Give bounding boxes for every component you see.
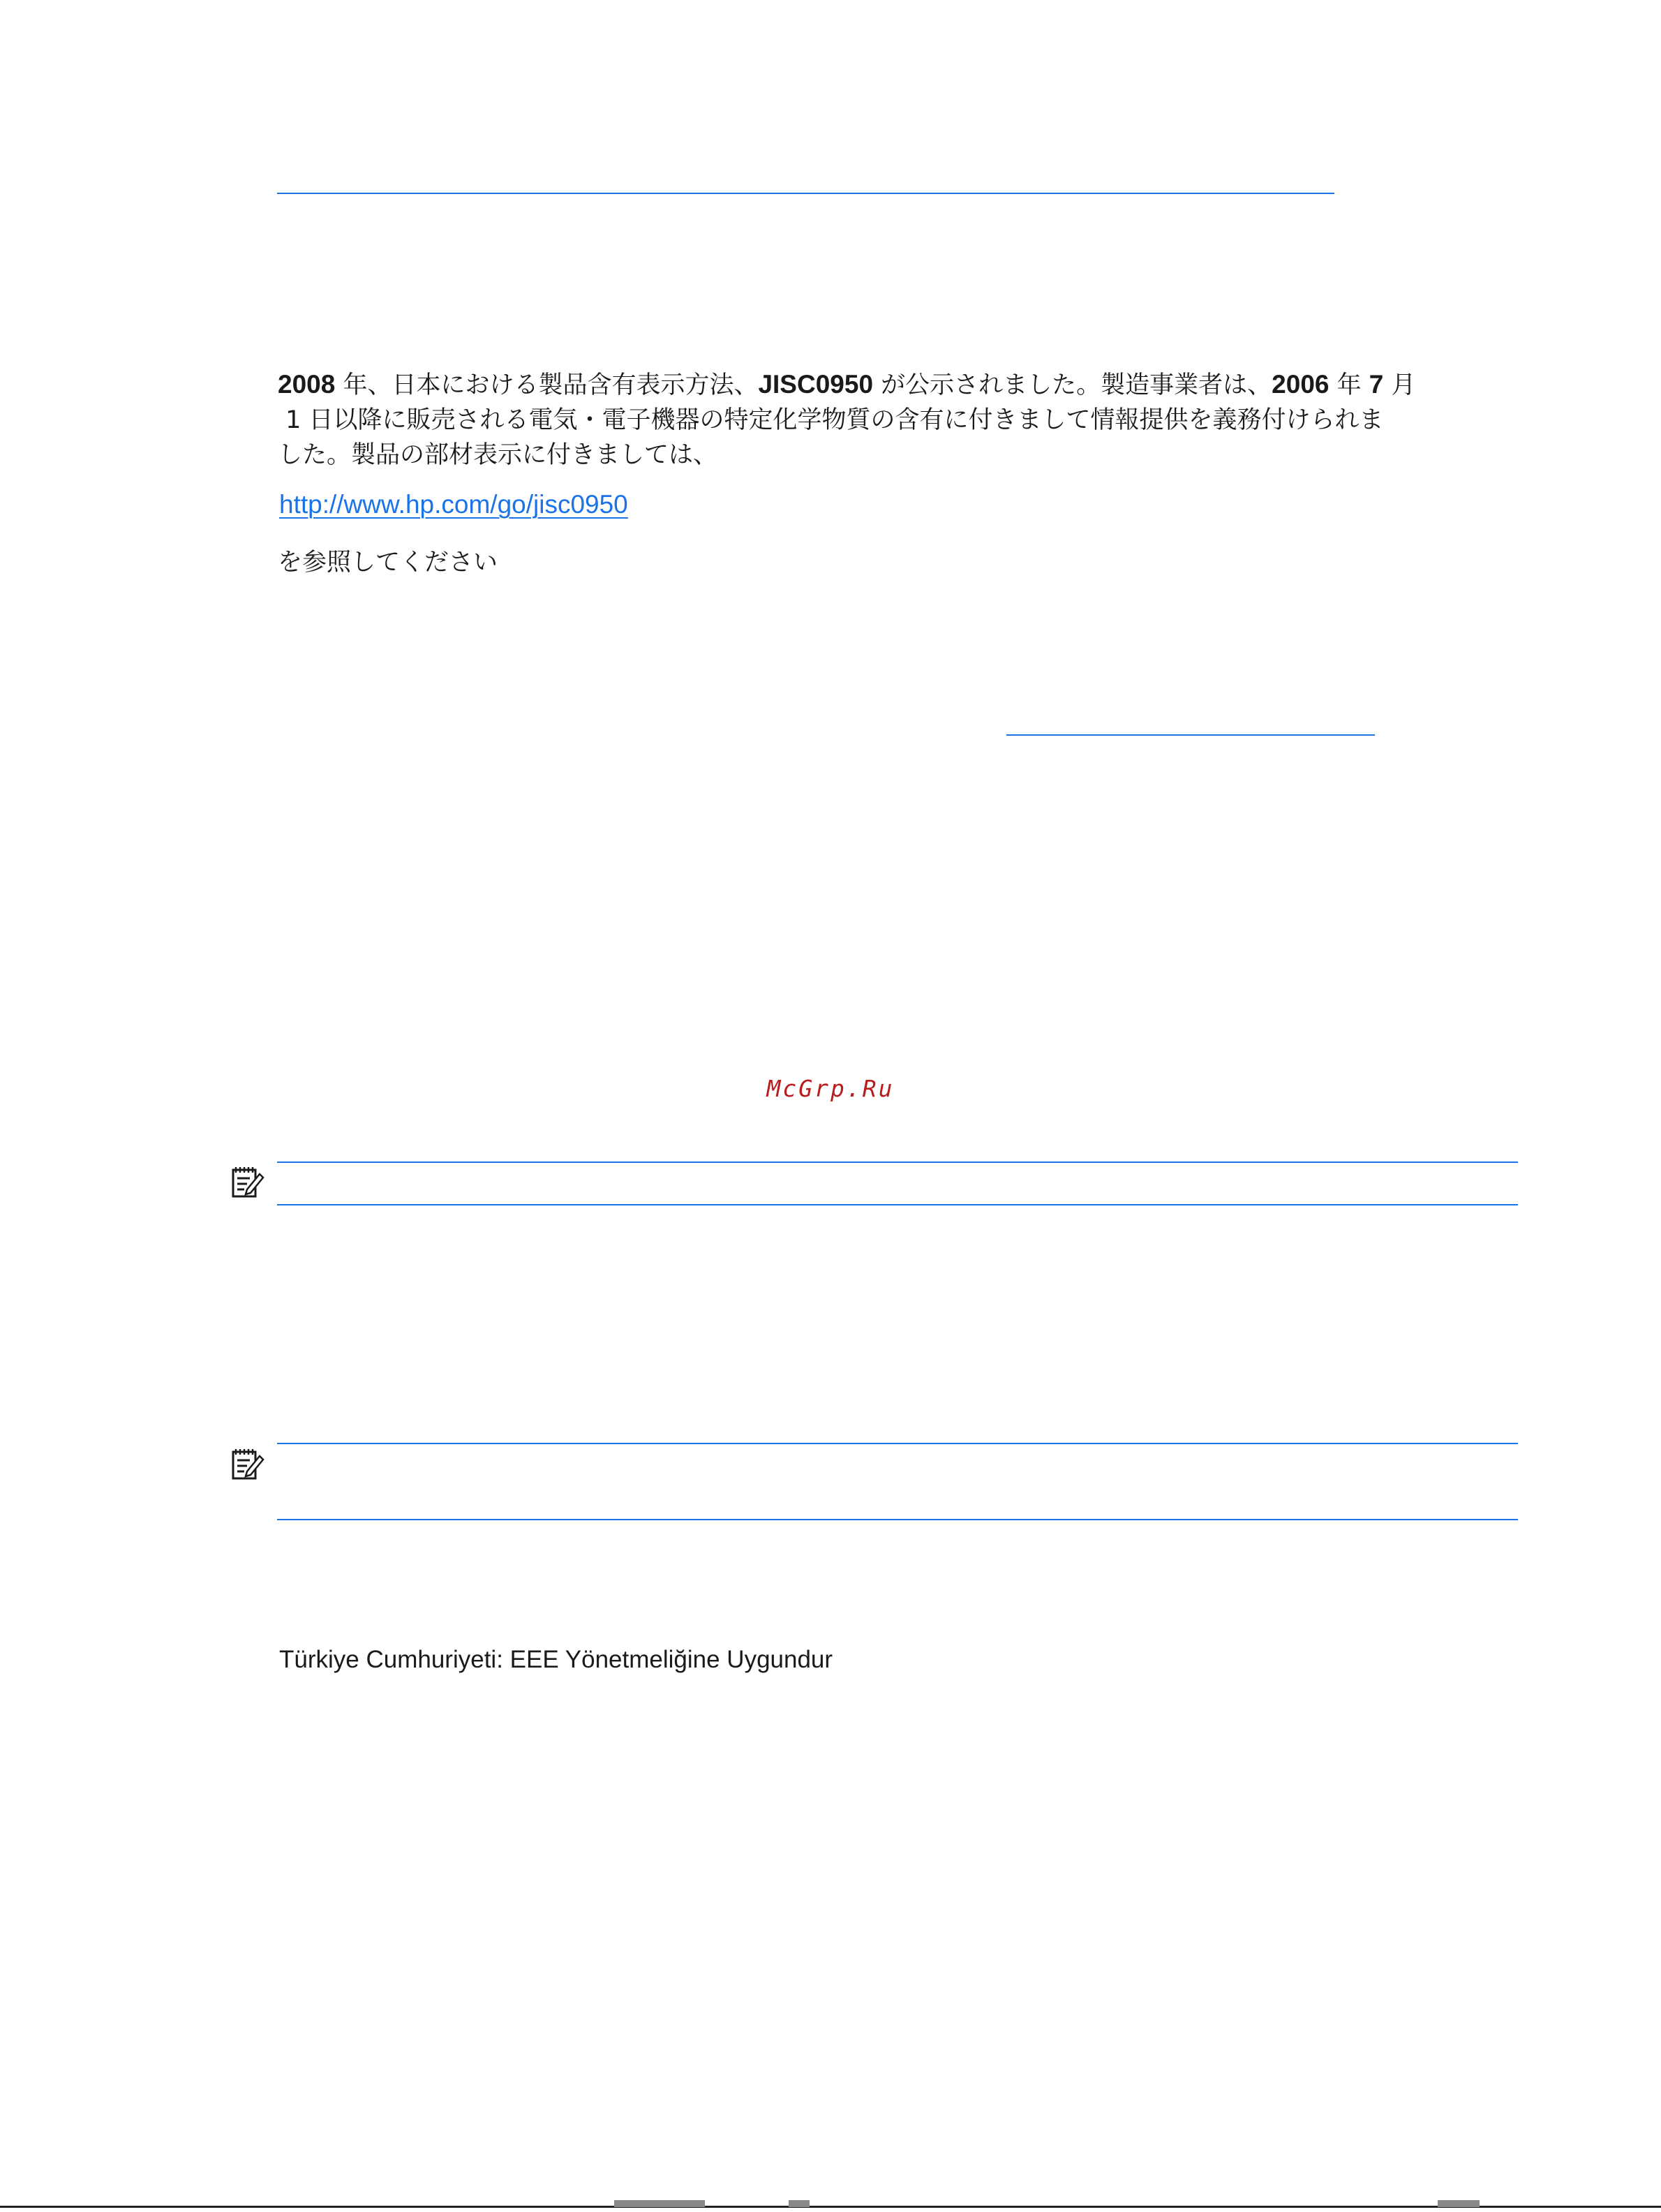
year-2008: 2008 [278, 370, 336, 399]
note-2-top-rule [277, 1443, 1518, 1444]
jp-text-d: 月 [1383, 371, 1416, 399]
standard-jisc0950: JISC0950 [758, 370, 874, 399]
footer-mark [1438, 2200, 1480, 2207]
jp-line-2: 1 日以降に販売される電気・電子機器の特定化学物質の含有に付きまして情報提供を義務付けられま [278, 406, 1384, 434]
note-2-bottom-rule [277, 1519, 1518, 1520]
note-1-bottom-rule [277, 1204, 1518, 1205]
footer-mark [789, 2200, 810, 2207]
jp-line-3: した。製品の部材表示に付きましては、 [278, 441, 718, 469]
jp-text-a: 年、日本における製品含有表示方法、 [335, 371, 759, 399]
footer-rule [0, 2206, 1661, 2208]
japan-paragraph [278, 367, 1527, 473]
note-icon [230, 1446, 265, 1481]
header-rule [277, 193, 1334, 194]
jp-text-c: 年 [1329, 371, 1369, 399]
turkey-compliance-text: Türkiye Cumhuriyeti: EEE Yönetmeliğine Uygundur [279, 1646, 833, 1673]
jp-tail-text: を参照してください [278, 549, 498, 577]
watermark: McGrp.Ru [766, 1075, 895, 1102]
year-2006: 2006 [1272, 370, 1329, 399]
footer-mark [614, 2200, 705, 2207]
month-7: 7 [1369, 370, 1384, 399]
link-underline-rule[interactable] [1006, 734, 1375, 736]
jisc0950-link[interactable]: http://www.hp.com/go/jisc0950 [279, 490, 628, 519]
jp-text-b: が公示されました。製造事業者は、 [873, 371, 1272, 399]
note-1-top-rule [277, 1161, 1518, 1163]
note-icon [230, 1164, 265, 1199]
